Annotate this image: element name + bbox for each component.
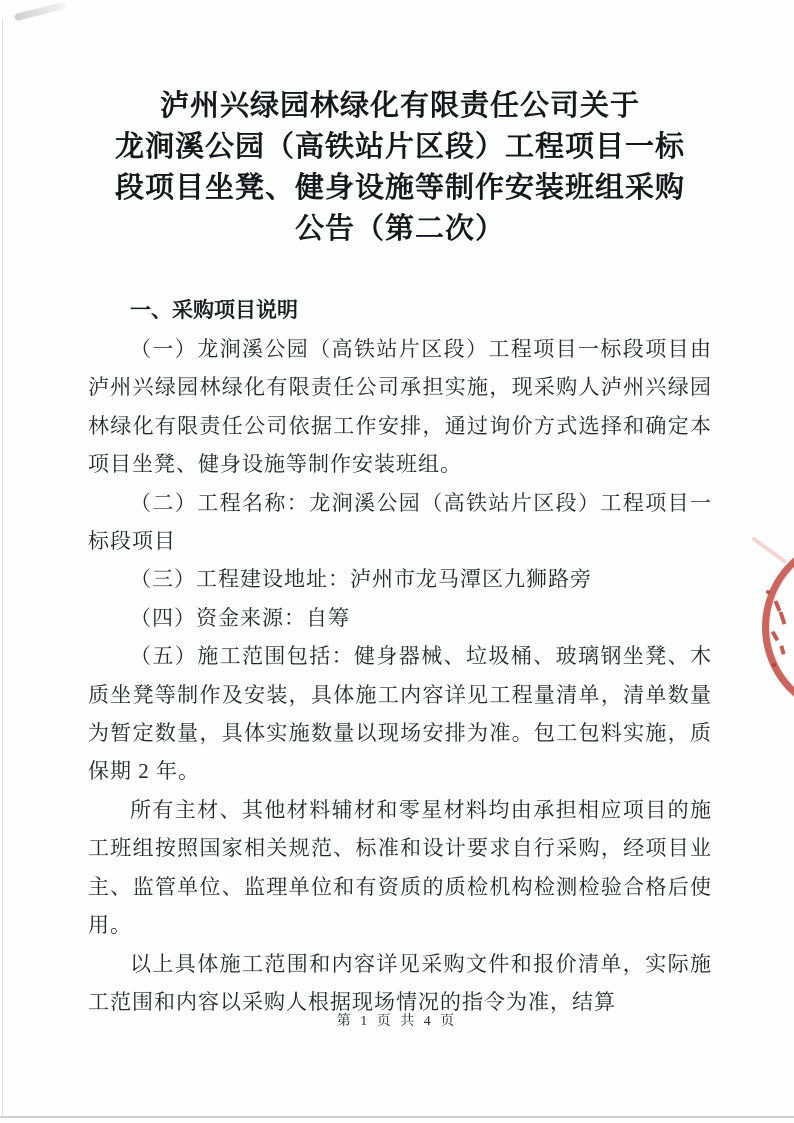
- paragraph-7: 以上具体施工范围和内容详见采购文件和报价清单，实际施工范围和内容以采购人根据现场情况的指令为准，结算: [88, 951, 712, 1014]
- scan-edge-line-left: [2, 18, 3, 1116]
- paragraph-6: 所有主材、其他材料辅材和零星材料均由承担相应项目的施工班组按照国家相关规范、标准和设计要求自行采购，经项目业主、监管单位、监理单位和有资质的质检机构检测检验合格后使用。: [88, 797, 712, 938]
- scan-edge-line-bottom: [0, 1116, 794, 1118]
- paragraph-2: （二）工程名称：龙涧溪公园（高铁站片区段）工程项目一标段项目: [88, 490, 712, 554]
- scan-smudge: [14, 2, 66, 21]
- title-line-1: 泸州兴绿园林绿化有限责任公司关于: [159, 90, 640, 122]
- red-seal-ink-smear: [751, 536, 787, 564]
- paragraph-4: （四）资金来源：自筹: [130, 605, 350, 630]
- title-line-2: 龙涧溪公园（高铁站片区段）工程项目一标: [114, 131, 685, 163]
- red-seal-glyph-fragment: [766, 590, 770, 594]
- title-line-4: 公告（第二次）: [294, 213, 505, 245]
- document-title: [88, 86, 712, 250]
- paragraph-5: （五）施工范围包括：健身器械、垃圾桶、玻璃钢坐凳、木质坐凳等制作及安装，具体施工内容详见工程量清单，清单数量为暂定数量，具体实施数量以现场安排为准。包工包料实施，质保期 2 年。: [88, 644, 712, 784]
- red-seal-stamp-icon: [762, 535, 794, 719]
- page-number: 第 1 页 共 4 页: [336, 1014, 458, 1029]
- title-line-3: 段项目坐凳、健身设施等制作安装班组采购: [114, 172, 685, 204]
- paragraph-3: （三）工程建设地址：泸州市龙马潭区九狮路旁: [130, 567, 592, 592]
- red-seal-glyph-fragment: [772, 663, 776, 667]
- document-body: [88, 86, 712, 1021]
- paragraph-1: （一）龙涧溪公园（高铁站片区段）工程项目一标段项目由泸州兴绿园林绿化有限责任公司承担实施，现采购人泸州兴绿园林绿化有限责任公司依据工作安排，通过询价方式选择和确定本项目坐凳、健身设施等制作安装班组。: [88, 337, 712, 477]
- section-heading: 一、采购项目说明: [130, 299, 298, 322]
